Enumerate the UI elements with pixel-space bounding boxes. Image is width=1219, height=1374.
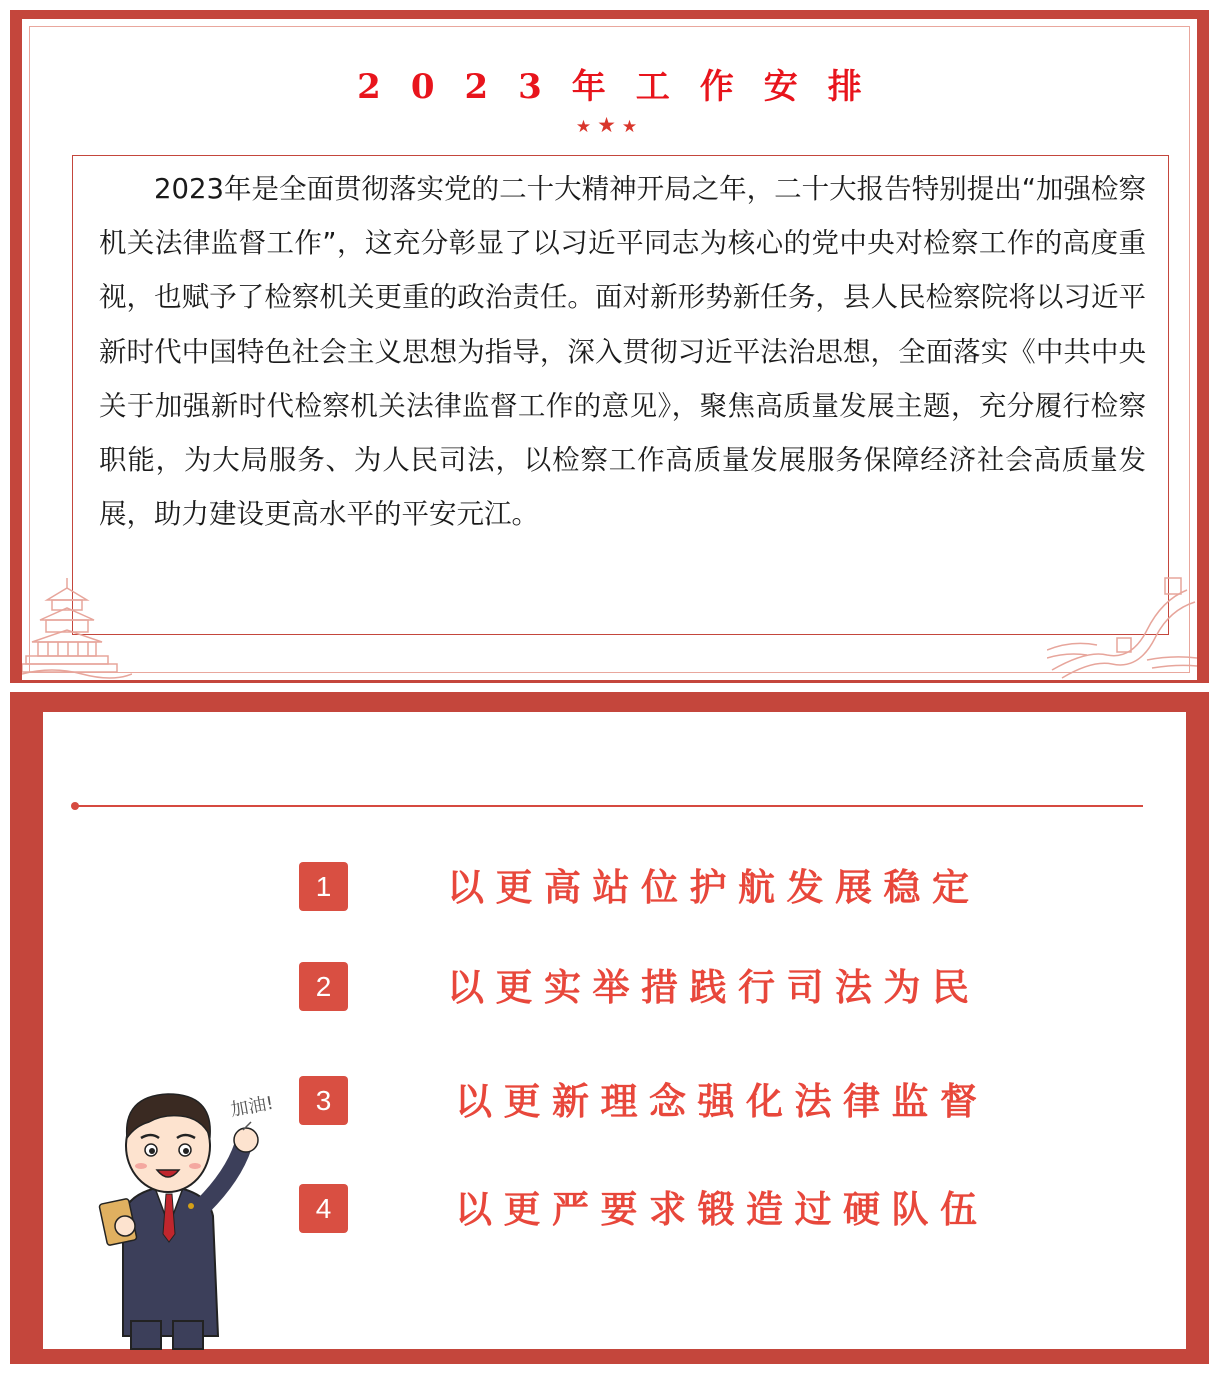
body-text-box	[72, 155, 1169, 635]
goal-text: 以更高站位护航发展稳定	[447, 866, 981, 909]
divider-line	[73, 805, 1143, 807]
number-badge: 3	[299, 1076, 348, 1125]
temple-of-heaven-icon	[22, 570, 132, 680]
number-badge: 2	[299, 962, 348, 1011]
star-icon: ★	[621, 117, 644, 137]
goal-item	[43, 962, 1186, 1014]
number-badge: 1	[299, 862, 348, 911]
work-plan-inner	[22, 19, 1197, 680]
goals-panel	[10, 692, 1209, 1364]
goals-inner	[43, 712, 1186, 1349]
prosecutor-cartoon-icon	[83, 1066, 283, 1351]
goal-item	[43, 862, 1186, 914]
number-badge: 4	[299, 1184, 348, 1233]
goal-text: 以更实举措践行司法为民	[447, 966, 981, 1009]
work-plan-panel	[10, 10, 1209, 683]
star-decoration	[22, 115, 1197, 137]
page-title: 2023年工作安排	[357, 67, 892, 107]
cartoon-caption: 加油!	[228, 1092, 276, 1121]
goal-text: 以更新理念强化法律监督	[455, 1080, 989, 1123]
star-icon: ★	[597, 113, 622, 137]
body-paragraph: 2023年是全面贯彻落实党的二十大精神开局之年，二十大报告特别提出“加强检察机关法律监督工作”，这充分彰显了以习近平同志为核心的党中央对检察工作的高度重视，也赋予了检察机关更重的政治责任。面对新形势新任务，县人民检察院将以习近平新时代中国特色社会主义思想为指导，深入贯彻习近平法治思想，全面落实《中共中央关于加强新时代检察机关法律监督工作的意见》，聚焦高质量发展主题，充分履行检察职能，为大局服务、为人民司法，以检察工作高质量发展服务保障经济社会高质量发展，助力建设更高水平的平安元江。	[99, 173, 1146, 531]
star-icon: ★	[575, 117, 598, 137]
goal-text: 以更严要求锻造过硬队伍	[455, 1188, 989, 1231]
great-wall-icon	[1047, 560, 1197, 680]
